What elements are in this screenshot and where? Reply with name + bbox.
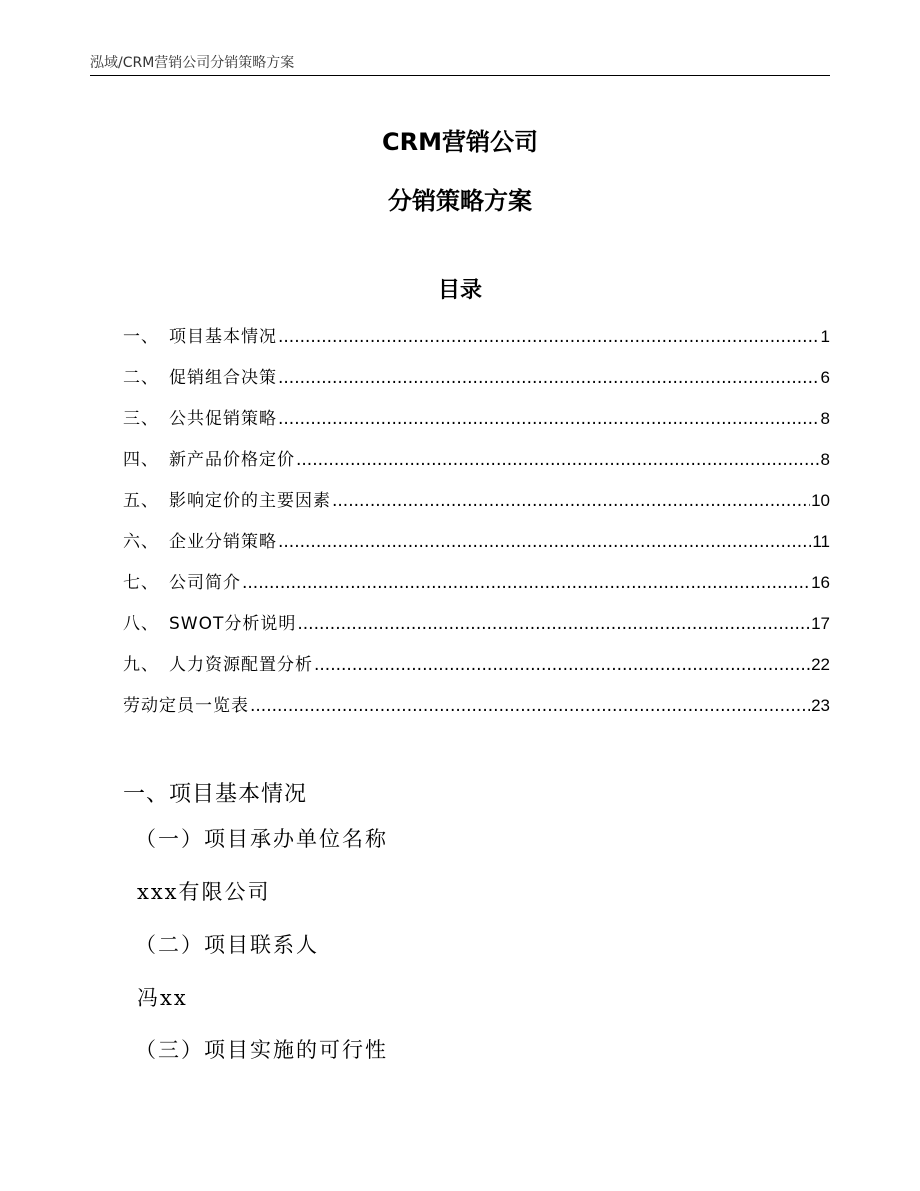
- toc-leader-dots: [242, 573, 810, 593]
- toc-entry[interactable]: [123, 486, 830, 527]
- contact-person: 冯xx: [137, 986, 188, 1010]
- toc-entry-title: 企业分销策略: [169, 532, 277, 552]
- toc-entry[interactable]: [123, 609, 830, 650]
- toc-entry-page: 8: [820, 450, 830, 469]
- document-title-line-1: CRM营销公司: [382, 128, 538, 156]
- toc-entry-page: 22: [811, 655, 830, 674]
- toc-entry-page: 10: [811, 491, 830, 510]
- toc-entry-number: 六、: [123, 532, 159, 552]
- toc-leader-dots: [278, 532, 811, 552]
- toc-leader-dots: [297, 614, 810, 634]
- running-header: 泓域/CRM营销公司分销策略方案: [90, 55, 295, 71]
- toc-leader-dots: [332, 491, 810, 511]
- header-divider: [90, 75, 830, 76]
- section-heading: 一、项目基本情况: [123, 782, 308, 807]
- subsection-heading: （一）项目承办单位名称: [135, 827, 388, 851]
- subsection-heading: （二）项目联系人: [135, 933, 319, 957]
- toc-entry[interactable]: [123, 527, 830, 568]
- toc-entry-title: 劳动定员一览表: [123, 696, 249, 716]
- toc-entry[interactable]: [123, 322, 830, 363]
- toc-leader-dots: [250, 696, 810, 716]
- toc-leader-dots: [314, 655, 810, 675]
- toc-entry-number: 八、: [123, 614, 159, 634]
- toc-entry-title: 公共促销策略: [169, 409, 277, 429]
- toc-entry-page: 1: [820, 327, 830, 346]
- toc-heading: 目录: [437, 278, 482, 303]
- toc-entry[interactable]: [123, 404, 830, 445]
- toc-entry-page: 16: [811, 573, 830, 592]
- toc-entry[interactable]: [123, 363, 830, 404]
- toc-entry-page: 8: [820, 409, 830, 428]
- toc-entry-number: 七、: [123, 573, 159, 593]
- toc-entry-number: 三、: [123, 409, 159, 429]
- toc-entry-page: 17: [811, 614, 830, 633]
- toc-entry-page: 6: [820, 368, 830, 387]
- toc-entry[interactable]: [123, 691, 830, 732]
- company-name: xxx有限公司: [137, 880, 271, 904]
- toc-entry-title: 促销组合决策: [169, 368, 277, 388]
- toc-entry[interactable]: [123, 650, 830, 691]
- toc-entry-number: 五、: [123, 491, 159, 511]
- document-title-line-2: 分销策略方案: [388, 187, 532, 215]
- toc-entry-number: 四、: [123, 450, 159, 470]
- toc-entry-number: 一、: [123, 327, 159, 347]
- toc-entry-title: 新产品价格定价: [169, 450, 295, 470]
- toc-entry-title: 项目基本情况: [169, 327, 277, 347]
- toc-entry-number: 九、: [123, 655, 159, 675]
- toc-entry[interactable]: [123, 445, 830, 486]
- toc-leader-dots: [278, 327, 820, 347]
- table-of-contents: [123, 322, 830, 732]
- toc-entry-number: 二、: [123, 368, 159, 388]
- toc-entry-page: 11: [812, 532, 830, 551]
- subsection-heading: （三）项目实施的可行性: [135, 1038, 388, 1062]
- toc-leader-dots: [278, 409, 820, 429]
- toc-entry-title: SWOT分析说明: [169, 614, 297, 634]
- toc-entry-title: 影响定价的主要因素: [169, 491, 331, 511]
- toc-leader-dots: [296, 450, 820, 470]
- toc-entry-title: 人力资源配置分析: [169, 655, 313, 675]
- toc-entry-title: 公司简介: [169, 573, 241, 593]
- toc-leader-dots: [278, 368, 820, 388]
- toc-entry-page: 23: [811, 696, 830, 715]
- toc-entry[interactable]: [123, 568, 830, 609]
